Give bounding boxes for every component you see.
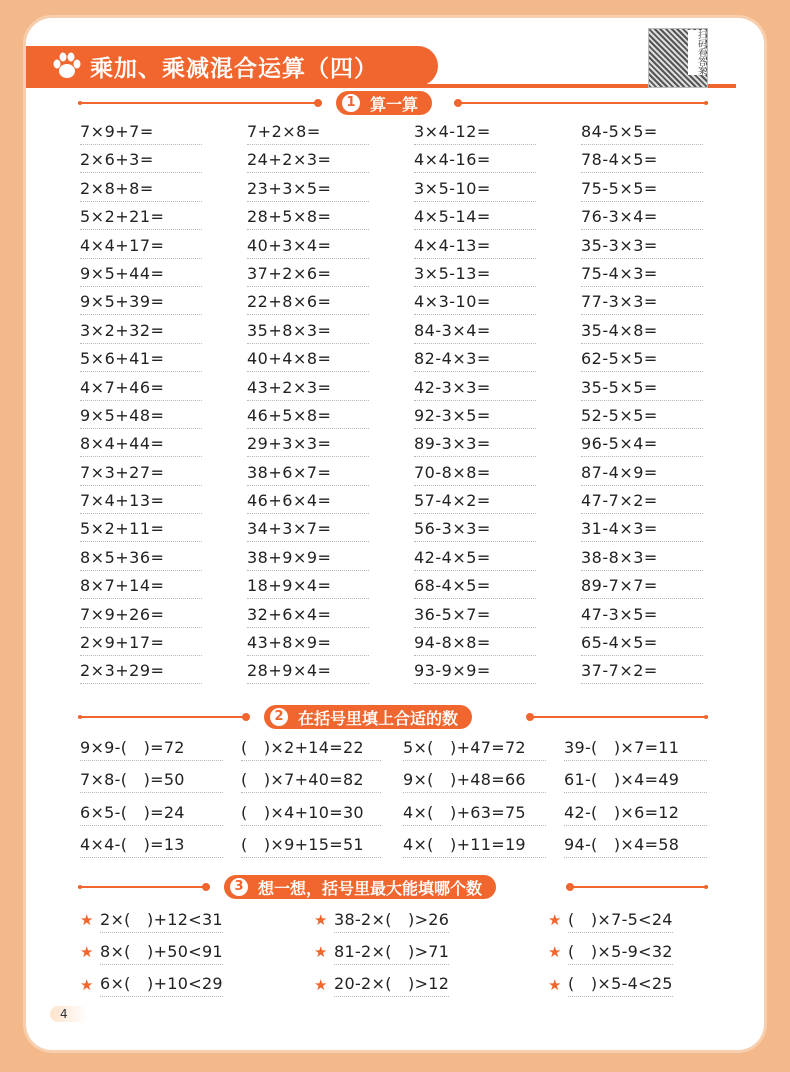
star-icon: ★	[548, 911, 562, 929]
problem-item[interactable]: 35-3×3=	[581, 234, 703, 259]
heading-rule-right	[570, 886, 708, 888]
section-1-problems	[80, 120, 720, 688]
section-2-problems	[80, 736, 720, 865]
problem-item[interactable]: 2×3+29=	[80, 659, 202, 684]
problem-item[interactable]	[80, 973, 294, 997]
problem-item[interactable]: 3×5-13=	[414, 262, 536, 287]
problem-row	[80, 148, 720, 176]
section-2-pill	[264, 705, 472, 729]
problem-row	[80, 404, 720, 432]
problem-row	[80, 347, 720, 375]
problem-expression: 38-2×( )>26	[334, 908, 449, 933]
problem-item[interactable]: 42-3×3=	[414, 376, 536, 401]
problem-item[interactable]: 5×2+11=	[80, 517, 202, 542]
problem-item[interactable]: 2×6+3=	[80, 148, 202, 173]
problem-row	[80, 973, 720, 1005]
problem-item[interactable]: 2×9+17=	[80, 631, 202, 656]
problem-row	[80, 546, 720, 574]
problem-item[interactable]: 42-( )×6=12	[564, 801, 707, 826]
problem-item[interactable]: 29+3×3=	[247, 432, 369, 457]
page-number: 4	[50, 1006, 88, 1022]
problem-item[interactable]: ( )×4+10=30	[241, 801, 381, 826]
problem-item[interactable]: 4×4-( )=13	[80, 833, 223, 858]
problem-expression: 2×( )+12<31	[100, 908, 223, 933]
problem-row	[80, 768, 720, 800]
problem-item[interactable]: 61-( )×4=49	[564, 768, 707, 793]
problem-item[interactable]: 35-5×5=	[581, 376, 703, 401]
problem-item[interactable]: 4×5-14=	[414, 205, 536, 230]
problem-item[interactable]: 4×( )+11=19	[403, 833, 546, 858]
problem-item[interactable]: 92-3×5=	[414, 404, 536, 429]
problem-row	[80, 432, 720, 460]
heading-rule-right	[458, 102, 708, 104]
section-3-label: 想一想，括号里最大能填哪个数	[258, 878, 483, 898]
problem-item[interactable]: 94-( )×4=58	[564, 833, 707, 858]
problem-expression: 81-2×( )>71	[334, 940, 449, 965]
problem-item[interactable]: 52-5×5=	[581, 404, 703, 429]
problem-row	[80, 120, 720, 148]
problem-item[interactable]: 28+9×4=	[247, 659, 369, 684]
section-2-number: 2	[270, 708, 288, 726]
problem-item[interactable]: ( )×7+40=82	[241, 768, 381, 793]
section-3-pill	[224, 875, 496, 899]
problem-item[interactable]: 39-( )×7=11	[564, 736, 707, 761]
problem-item[interactable]: 47-7×2=	[581, 489, 703, 514]
problem-item[interactable]: 75-4×3=	[581, 262, 703, 287]
problem-item[interactable]: 4×4-16=	[414, 148, 536, 173]
heading-rule-left	[78, 716, 246, 718]
problem-item[interactable]: 84-3×4=	[414, 319, 536, 344]
problem-row	[80, 376, 720, 404]
problem-item[interactable]: 37+2×6=	[247, 262, 369, 287]
problem-row	[80, 631, 720, 659]
problem-item[interactable]: 93-9×9=	[414, 659, 536, 684]
problem-item[interactable]	[548, 973, 708, 997]
problem-item[interactable]: 34+3×7=	[247, 517, 369, 542]
section-1-heading	[78, 91, 708, 115]
problem-item[interactable]: 38+6×7=	[247, 461, 369, 486]
problem-item[interactable]	[314, 908, 528, 932]
problem-item[interactable]: 32+6×4=	[247, 603, 369, 628]
problem-item[interactable]: 31-4×3=	[581, 517, 703, 542]
problem-item[interactable]: 35+8×3=	[247, 319, 369, 344]
problem-item[interactable]: 68-4×5=	[414, 574, 536, 599]
star-icon: ★	[314, 975, 328, 994]
problem-item[interactable]: ( )×9+15=51	[241, 833, 381, 858]
problem-row	[80, 461, 720, 489]
title-banner	[26, 46, 438, 86]
star-icon: ★	[80, 911, 94, 929]
star-icon: ★	[314, 943, 328, 962]
problem-expression: ( )×7-5<24	[568, 908, 673, 933]
problem-item[interactable]: 23+3×5=	[247, 177, 369, 202]
problem-item[interactable]: 4×4+17=	[80, 234, 202, 259]
problem-row	[80, 489, 720, 517]
section-3-heading	[78, 875, 708, 899]
problem-item[interactable]: 75-5×5=	[581, 177, 703, 202]
problem-item[interactable]	[80, 940, 294, 964]
problem-item[interactable]: 9×( )+48=66	[403, 768, 546, 793]
problem-item[interactable]: 87-4×9=	[581, 461, 703, 486]
page-title: 乘加、乘减混合运算（四）	[90, 55, 378, 82]
problem-item[interactable]: 4×( )+63=75	[403, 801, 546, 826]
problem-expression: 6×( )+10<29	[100, 972, 223, 997]
problem-item[interactable]: 2×8+8=	[80, 177, 202, 202]
problem-item[interactable]: 7×9+7=	[80, 120, 202, 145]
heading-rule-right	[530, 716, 708, 718]
problem-item[interactable]: 40+4×8=	[247, 347, 369, 372]
star-icon: ★	[314, 911, 328, 929]
problem-item[interactable]: 5×( )+47=72	[403, 736, 546, 761]
section-1-label: 算一算	[370, 94, 419, 114]
problem-item[interactable]	[80, 908, 294, 932]
problem-item[interactable]: 18+9×4=	[247, 574, 369, 599]
problem-item[interactable]: 42-4×5=	[414, 546, 536, 571]
problem-item[interactable]: 38-8×3=	[581, 546, 703, 571]
problem-row	[80, 833, 720, 865]
problem-item[interactable]: 3×2+32=	[80, 319, 202, 344]
problem-item[interactable]: 70-8×8=	[414, 461, 536, 486]
problem-item[interactable]: 7×3+27=	[80, 461, 202, 486]
problem-item[interactable]: 84-5×5=	[581, 120, 703, 145]
problem-item[interactable]: 7×4+13=	[80, 489, 202, 514]
section-3-number: 3	[230, 878, 248, 896]
problem-item[interactable]: 7×8-( )=50	[80, 768, 223, 793]
problem-item[interactable]: 62-5×5=	[581, 347, 703, 372]
problem-row	[80, 736, 720, 768]
problem-item[interactable]: 57-4×2=	[414, 489, 536, 514]
section-1-number: 1	[342, 94, 360, 112]
heading-rule-left	[78, 886, 206, 888]
problem-row	[80, 517, 720, 545]
problem-item[interactable]: 3×5-10=	[414, 177, 536, 202]
problem-item[interactable]: 8×5+36=	[80, 546, 202, 571]
problem-row	[80, 177, 720, 205]
heading-rule-left	[78, 102, 318, 104]
problem-item[interactable]: 96-5×4=	[581, 432, 703, 457]
problem-item[interactable]: 8×4+44=	[80, 432, 202, 457]
problem-expression: ( )×5-9<32	[568, 940, 673, 965]
problem-item[interactable]: 40+3×4=	[247, 234, 369, 259]
problem-row	[80, 205, 720, 233]
problem-row	[80, 801, 720, 833]
problem-item[interactable]: 46+5×8=	[247, 404, 369, 429]
problem-item[interactable]: 43+2×3=	[247, 376, 369, 401]
problem-row	[80, 290, 720, 318]
problem-item[interactable]: 47-3×5=	[581, 603, 703, 628]
section-1-pill	[336, 91, 432, 115]
paw-icon	[50, 51, 84, 81]
problem-item[interactable]: 28+5×8=	[247, 205, 369, 230]
problem-expression: 8×( )+50<91	[100, 940, 223, 965]
problem-item[interactable]: 9×5+48=	[80, 404, 202, 429]
section-2-heading	[78, 705, 708, 729]
qr-label: 扫码看答案	[688, 30, 706, 75]
problem-item[interactable]: 9×5+44=	[80, 262, 202, 287]
problem-item[interactable]: 5×2+21=	[80, 205, 202, 230]
problem-item[interactable]: 7+2×8=	[247, 120, 369, 145]
star-icon: ★	[548, 975, 562, 994]
problem-item[interactable]: 3×4-12=	[414, 120, 536, 145]
problem-item[interactable]: 37-7×2=	[581, 659, 703, 684]
problem-item[interactable]: 56-3×3=	[414, 517, 536, 542]
problem-item[interactable]: ( )×2+14=22	[241, 736, 381, 761]
problem-item[interactable]	[548, 908, 708, 932]
problem-item[interactable]: 76-3×4=	[581, 205, 703, 230]
problem-item[interactable]: 65-4×5=	[581, 631, 703, 656]
problem-item[interactable]: 35-4×8=	[581, 319, 703, 344]
star-icon: ★	[80, 943, 94, 962]
problem-item[interactable]: 46+6×4=	[247, 489, 369, 514]
problem-row	[80, 603, 720, 631]
problem-item[interactable]: 38+9×9=	[247, 546, 369, 571]
problem-item[interactable]: 4×4-13=	[414, 234, 536, 259]
problem-row	[80, 574, 720, 602]
problem-item[interactable]: 94-8×8=	[414, 631, 536, 656]
problem-item[interactable]: 78-4×5=	[581, 148, 703, 173]
problem-item[interactable]: 89-7×7=	[581, 574, 703, 599]
star-icon: ★	[80, 975, 94, 994]
problem-item[interactable]	[314, 973, 528, 997]
problem-item[interactable]: 5×6+41=	[80, 347, 202, 372]
problem-item[interactable]: 43+8×9=	[247, 631, 369, 656]
problem-row	[80, 262, 720, 290]
problem-item[interactable]: 77-3×3=	[581, 290, 703, 315]
problem-item[interactable]: 6×5-( )=24	[80, 801, 223, 826]
problem-item[interactable]	[548, 940, 708, 964]
problem-item[interactable]: 89-3×3=	[414, 432, 536, 457]
problem-item[interactable]	[314, 940, 528, 964]
problem-item[interactable]: 9×5+39=	[80, 290, 202, 315]
problem-item[interactable]: 24+2×3=	[247, 148, 369, 173]
problem-item[interactable]: 22+8×6=	[247, 290, 369, 315]
problem-item[interactable]: 82-4×3=	[414, 347, 536, 372]
problem-expression: ( )×5-4<25	[568, 972, 673, 997]
problem-row	[80, 234, 720, 262]
problem-item[interactable]: 4×3-10=	[414, 290, 536, 315]
problem-item[interactable]: 9×9-( )=72	[80, 736, 223, 761]
problem-row	[80, 659, 720, 687]
problem-item[interactable]: 7×9+26=	[80, 603, 202, 628]
problem-expression: 20-2×( )>12	[334, 972, 449, 997]
problem-row	[80, 908, 720, 940]
title-underline	[26, 84, 736, 88]
problem-row	[80, 319, 720, 347]
section-3-problems	[80, 908, 720, 1005]
star-icon: ★	[548, 943, 562, 962]
problem-row	[80, 940, 720, 972]
problem-item[interactable]: 8×7+14=	[80, 574, 202, 599]
problem-item[interactable]: 36-5×7=	[414, 603, 536, 628]
problem-item[interactable]: 4×7+46=	[80, 376, 202, 401]
section-2-label: 在括号里填上合适的数	[298, 708, 459, 728]
